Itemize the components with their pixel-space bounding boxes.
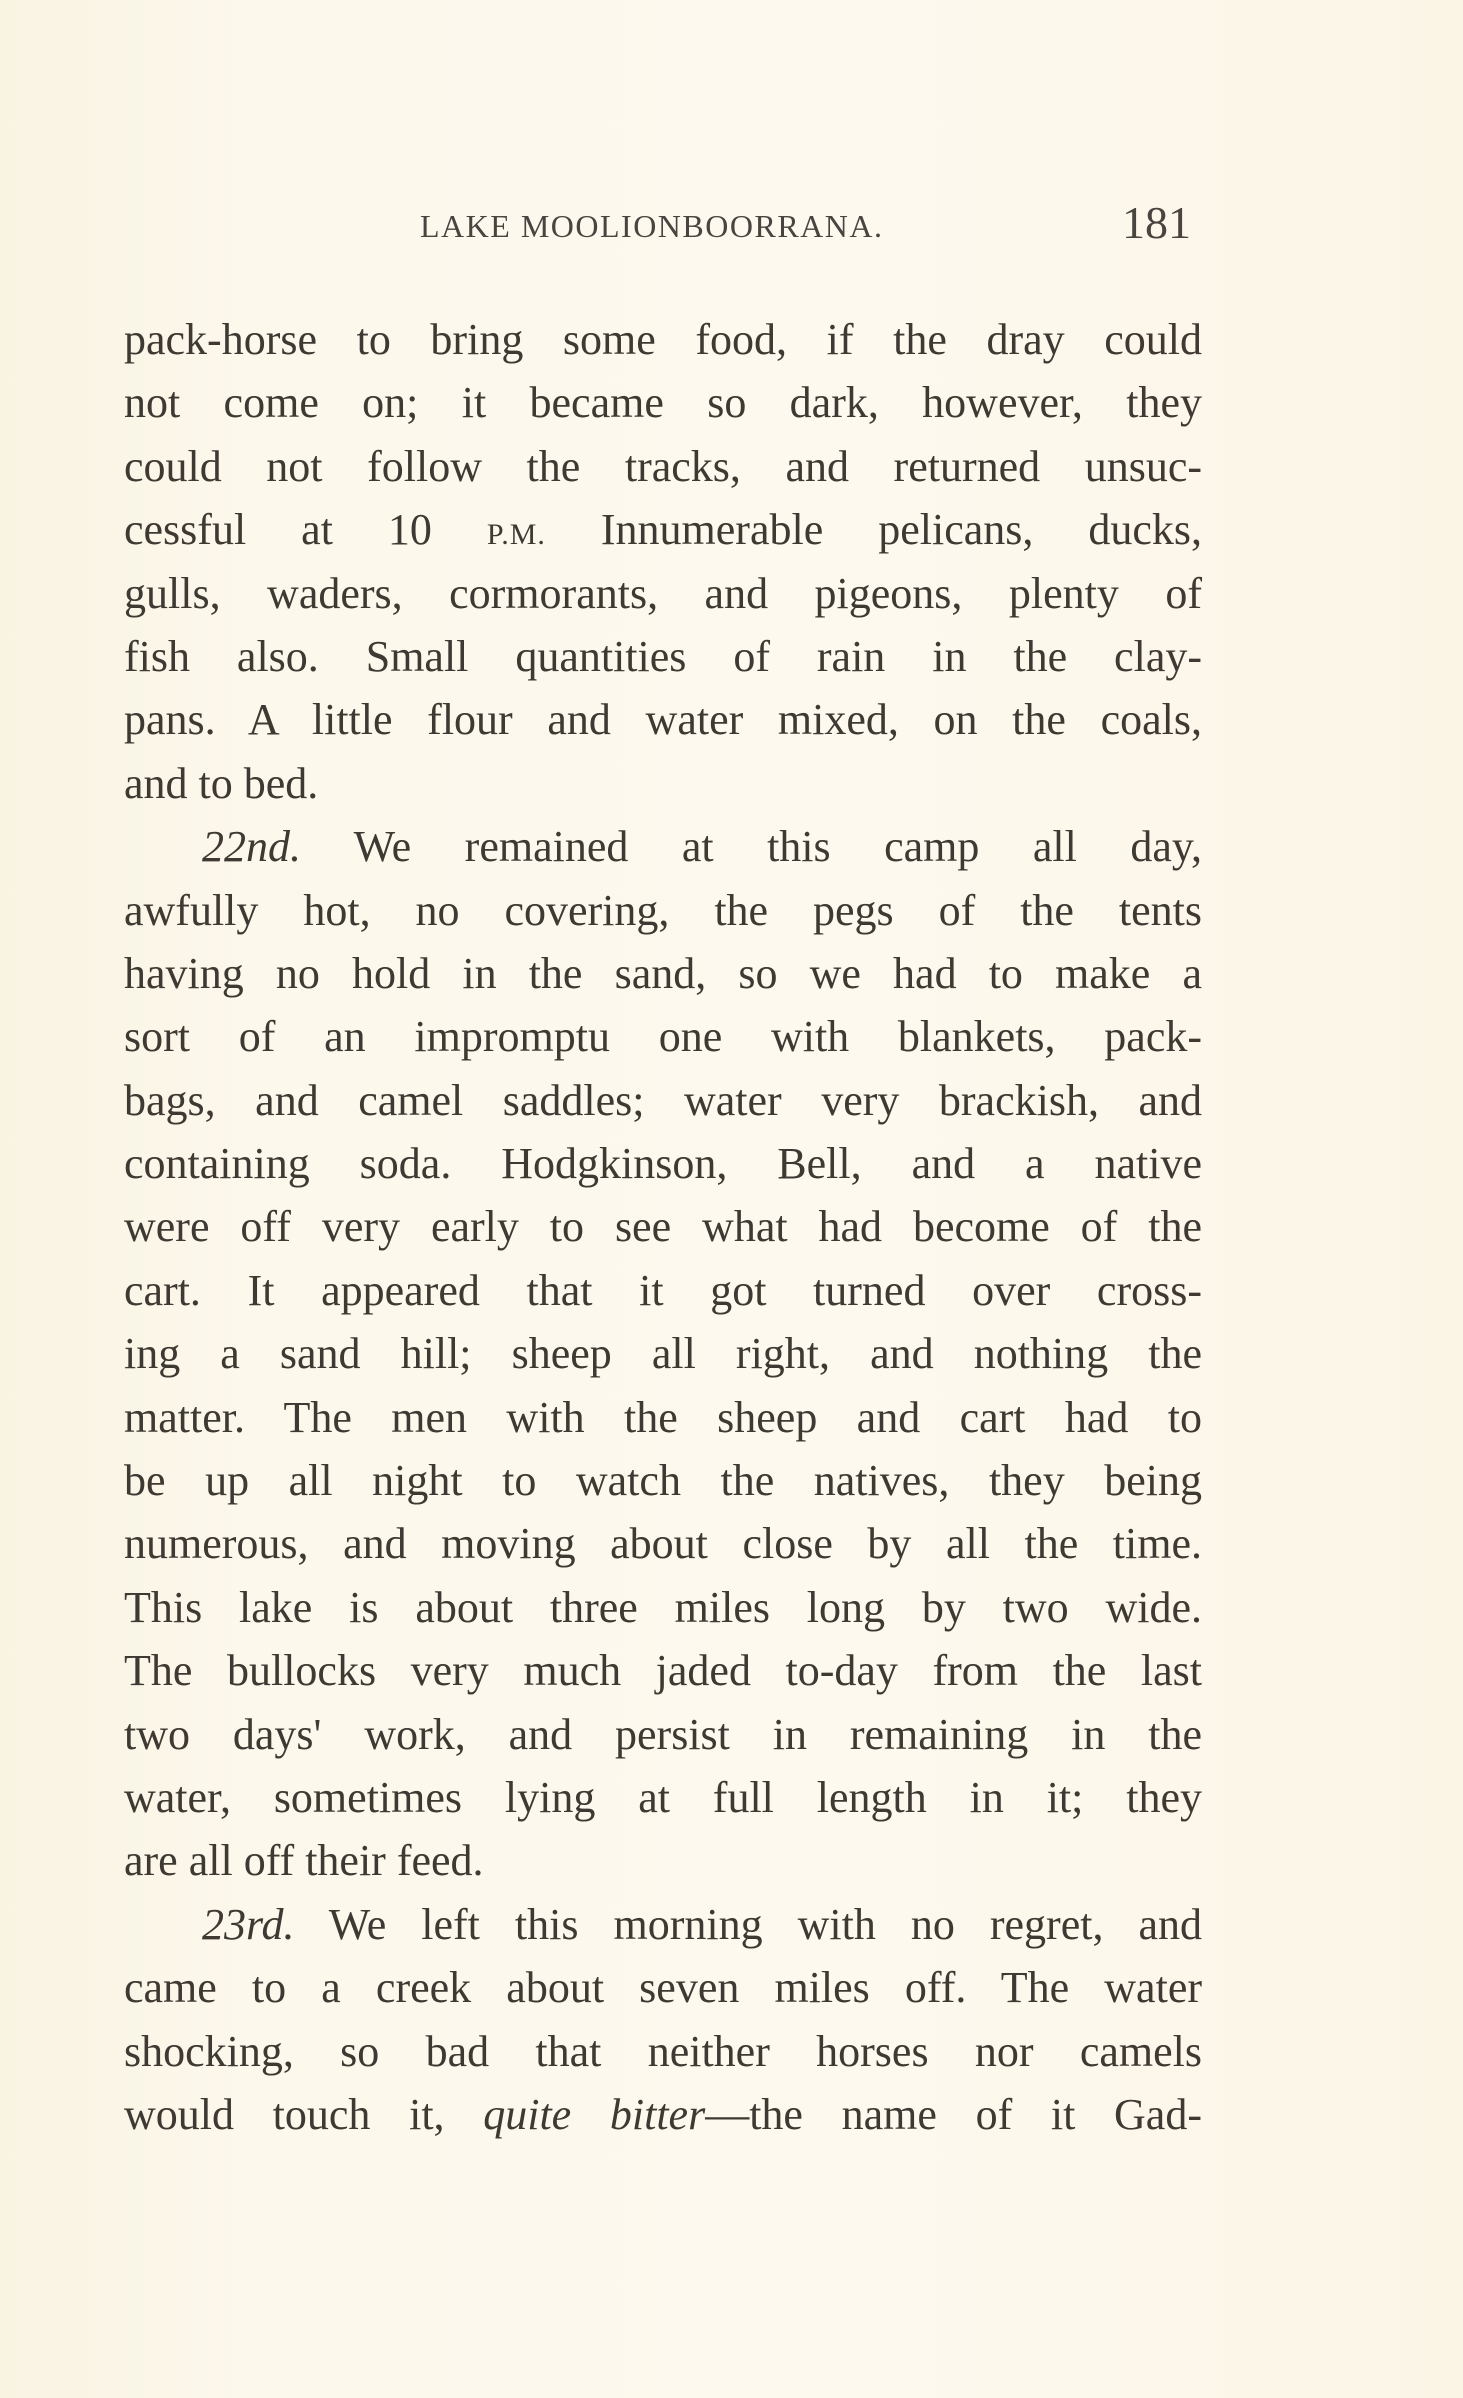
- date-marker: 22nd.: [202, 822, 301, 872]
- text-line: pack-horse to bring some food, if the dray could: [124, 315, 1202, 364]
- text-line: bags, and camel saddles; water very brackish, and: [124, 1075, 1202, 1125]
- text-line: and to bed.: [124, 758, 319, 808]
- text-line: not come on; it became so dark, however, they: [124, 378, 1202, 428]
- text-line: would touch it, quite bitter—the name of it Gad-: [124, 2089, 1202, 2139]
- text-line: sort of an impromptu one with blankets, pack-: [124, 1012, 1202, 1062]
- text-line: fish also. Small quantities of rain in the clay-: [124, 631, 1202, 681]
- text-line: 22nd. We remained at this camp all day,: [202, 822, 1202, 872]
- text-line: are all off their feed.: [124, 1836, 484, 1886]
- text-line: shocking, so bad that neither horses nor camels: [124, 2026, 1202, 2076]
- body-text: [124, 308, 1202, 2146]
- text-line: This lake is about three miles long by two wide.: [124, 1582, 1202, 1632]
- running-head-title: LAKE MOOLIONBOORRANA.: [420, 208, 884, 244]
- text-line: numerous, and moving about close by all the time.: [124, 1519, 1202, 1569]
- text-line: came to a creek about seven miles off. The water: [124, 1963, 1202, 2013]
- text-line: ing a sand hill; sheep all right, and nothing the: [124, 1329, 1202, 1379]
- text-line: water, sometimes lying at full length in it; they: [124, 1772, 1202, 1822]
- text-line: be up all night to watch the natives, they being: [124, 1456, 1202, 1506]
- text-line: 23rd. We left this morning with no regret, and: [202, 1899, 1202, 1949]
- text-line: awfully hot, no covering, the pegs of the tents: [124, 885, 1202, 935]
- text-line: pans. A little flour and water mixed, on the coals,: [124, 695, 1202, 745]
- text-line: containing soda. Hodgkinson, Bell, and a native: [124, 1139, 1202, 1189]
- text-line: having no hold in the sand, so we had to make a: [124, 948, 1202, 998]
- text-line: cessful at 10 P.M. Innumerable pelicans, ducks,: [124, 505, 1203, 555]
- text-line: matter. The men with the sheep and cart had to: [124, 1392, 1202, 1442]
- text-line: The bullocks very much jaded to-day from the last: [124, 1646, 1202, 1696]
- text-line: cart. It appeared that it got turned over cross-: [124, 1265, 1202, 1315]
- text-line: were off very early to see what had become of the: [124, 1202, 1202, 1252]
- italic-phrase: quite bitter: [483, 2089, 706, 2139]
- date-marker: 23rd.: [202, 1899, 295, 1949]
- text-line: could not follow the tracks, and returned unsuc-: [124, 441, 1202, 491]
- text-line: gulls, waders, cormorants, and pigeons, plenty of: [124, 568, 1202, 618]
- text-line: two days' work, and persist in remaining in the: [124, 1709, 1202, 1759]
- page-number: 181: [1122, 197, 1191, 248]
- running-head: [0, 196, 1463, 256]
- time-abbreviation: P.M.: [486, 518, 546, 552]
